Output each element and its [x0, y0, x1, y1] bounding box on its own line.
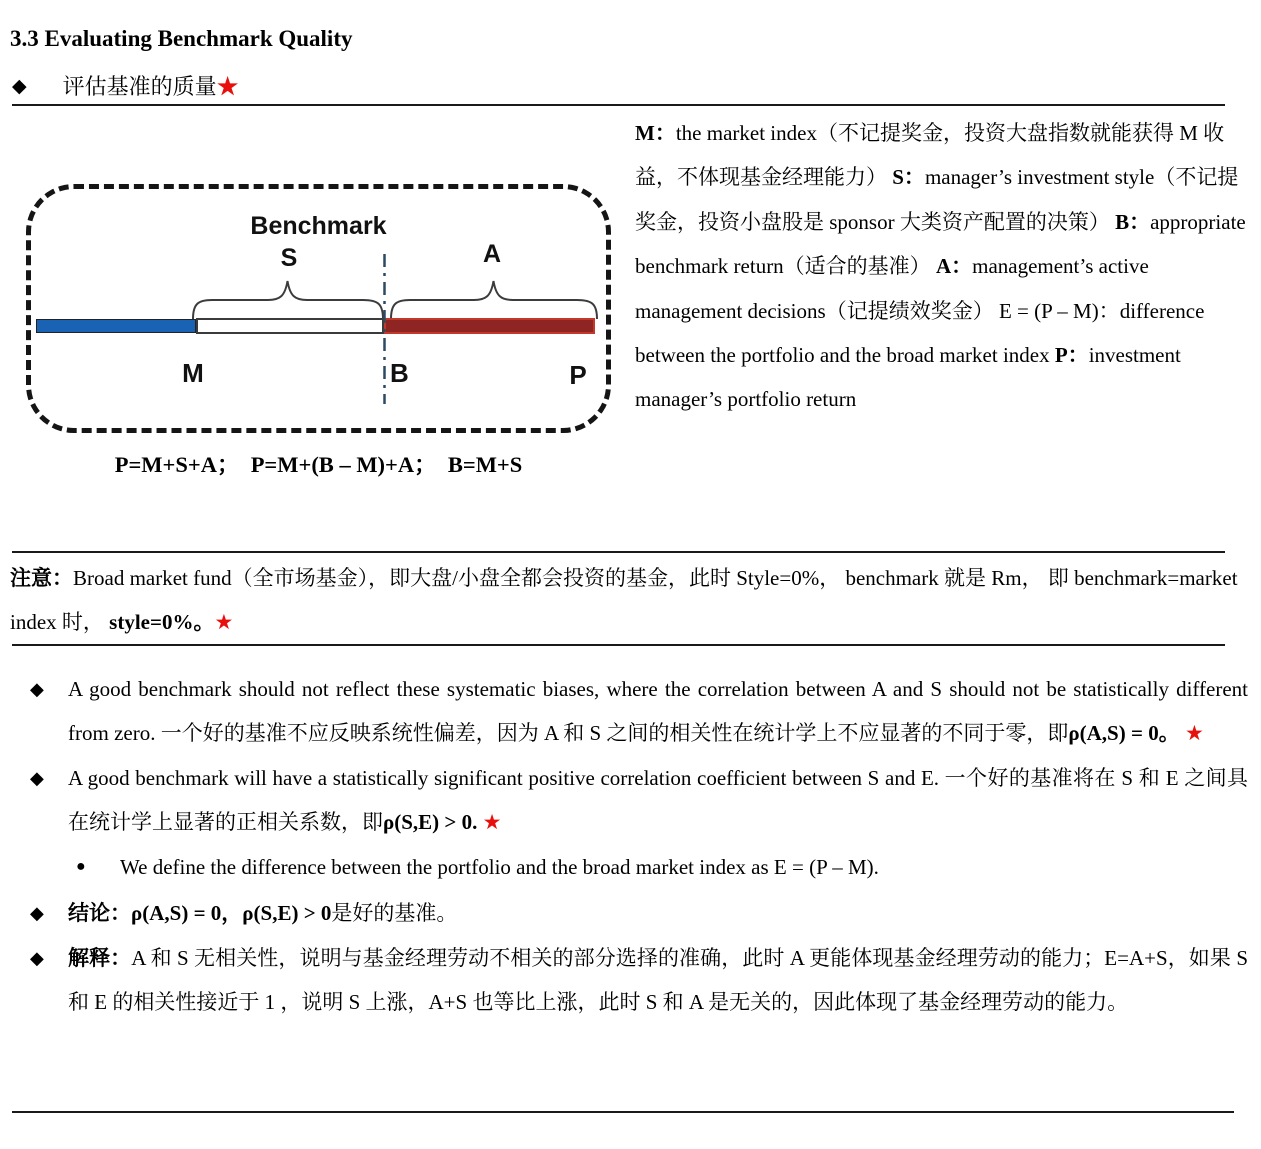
diagram-title: Benchmark: [250, 212, 387, 240]
definitions-column: [635, 111, 1248, 422]
definition-term: E = (P – M)：: [998, 298, 1120, 323]
conclusion-label: 结论：: [68, 900, 131, 925]
sub-bullet-text: We define the difference between the portfolio and the broad market index as E = (P – M).: [120, 855, 879, 879]
star-icon: ★: [216, 74, 239, 99]
bullet-text-zh: 一个好的基准将在 S 和 E 之间具在统计学上显著的正相关系数，即: [68, 766, 1248, 834]
bullet-text-en: A good benchmark will have a statistically significant positive correlation coefficient between S and E.: [68, 766, 945, 790]
star-icon: ★: [477, 809, 502, 834]
definition-text: appropriate benchmark return（适合的基准）: [635, 209, 1246, 279]
bullet-good-benchmark-rho-se: [0, 757, 1248, 844]
explanation-label: 解释：: [68, 946, 132, 970]
rho-as-formula: ρ(A,S) = 0。: [1068, 720, 1180, 745]
style-brace: [192, 277, 384, 321]
explanation-text: A 和 S 无相关性，说明与基金经理劳动不相关的部分选择的准确，此时 A 更能体现基金经理劳动的能力；E=A+S，如果 S 和 E 的相关性接近于 1 ，说明 S 上涨，A+S 也等比上涨，此时 S 和 A 是无关的，因此体现了基金经理劳动的能力。: [68, 946, 1248, 1014]
horizontal-divider: [12, 104, 1225, 106]
note-text: Broad market fund（全市场基金），即大盘/小盘全都会投资的基金，此时 Style=0%， benchmark 就是 Rm， 即 benchmark=market index 时，: [10, 566, 1238, 634]
definition-term: A：: [935, 254, 973, 279]
definition-text: the market index（不记提奖金，投资大盘指数就能获得 M 收益，不体现基金经理能力）: [635, 121, 1225, 190]
bullet-text-zh: 一个好的基准不应反映系统性偏差，因为 A 和 S 之间的相关性在统计学上不应显著的不同于零，即: [160, 720, 1069, 745]
heading-text: 评估基准的质量: [62, 74, 217, 99]
star-icon: ★: [1179, 720, 1204, 745]
diamond-bullet-icon: ◆: [30, 768, 44, 788]
note-bold-text: style=0%。: [109, 610, 215, 634]
definition-term: P：: [1054, 343, 1089, 368]
diamond-bullet-icon: ◆: [30, 902, 44, 923]
decomposition-formula: P=M+S+A； P=M+(B – M)+A； B=M+S: [114, 452, 523, 477]
benchmark-point-label: B: [390, 358, 409, 388]
market-point-label: M: [182, 358, 204, 388]
horizontal-divider: [12, 1111, 1234, 1113]
bullet-explanation: [0, 937, 1248, 1024]
definition-text: manager’s investment style（不记提奖金，投资小盘股是 sponsor 大类资产配置的决策）: [635, 165, 1239, 234]
conclusion-formula: ρ(A,S) = 0，ρ(S,E) > 0: [131, 900, 332, 925]
bullet-text-en: A good benchmark should not reflect these systematic biases, where the correlation between A and S should not be statistically different from zero.: [68, 677, 1248, 745]
diamond-bullet-icon: ◆: [30, 948, 44, 968]
diamond-bullet-icon: ◆: [30, 679, 44, 699]
active-brace: [390, 277, 598, 321]
definition-text: difference between the portfolio and the broad market index: [635, 298, 1205, 368]
rho-se-formula: ρ(S,E) > 0.: [383, 809, 478, 834]
star-icon: ★: [214, 610, 234, 634]
style-brace-label: S: [280, 244, 298, 272]
market-return-segment: [36, 319, 196, 333]
conclusion-rest: 是好的基准。: [331, 900, 458, 925]
diamond-bullet-icon: ◆: [12, 76, 27, 97]
bullet-good-benchmark-rho-as: [0, 668, 1248, 755]
circle-bullet-icon: ●: [76, 858, 86, 875]
note-paragraph: [10, 556, 1243, 644]
definition-text: management’s active management decisions（记提绩效奖金）: [635, 254, 1149, 323]
active-return-segment: [384, 318, 595, 334]
benchmark-dashdot-line: [380, 254, 390, 404]
bullet-conclusion: [0, 892, 1248, 936]
portfolio-point-label: P: [569, 360, 587, 390]
style-return-segment: [196, 318, 384, 334]
definition-term: S：: [892, 165, 925, 190]
note-label: 注意：: [10, 566, 73, 590]
bullet-list: [0, 668, 1248, 1026]
section-heading: [12, 70, 239, 101]
definition-text: investment manager’s portfolio return: [635, 343, 1181, 412]
sub-bullet-e-definition: [0, 846, 1248, 890]
section-title: 3.3 Evaluating Benchmark Quality: [10, 26, 353, 51]
active-brace-label: A: [482, 240, 502, 268]
definition-term: M：: [635, 121, 676, 145]
horizontal-divider: [12, 644, 1225, 646]
definition-term: B：: [1115, 209, 1151, 234]
horizontal-divider: [12, 551, 1225, 553]
